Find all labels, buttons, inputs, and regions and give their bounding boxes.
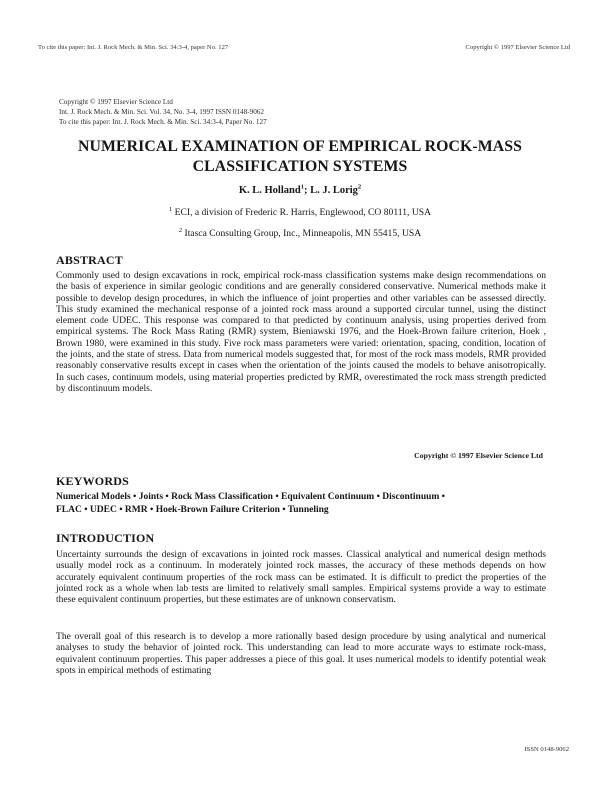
publication-info xyxy=(59,97,267,127)
author-affiliation-mark: 2 xyxy=(357,183,362,191)
author-name: K. L. Holland xyxy=(238,185,301,196)
paper-title-line-2: CLASSIFICATION SYSTEMS xyxy=(192,158,408,175)
running-header-citation: To cite this paper: Int. J. Rock Mech. & Min. Sci. 34:3-4, paper No. 127 xyxy=(38,44,229,51)
keywords-line-2: FLAC • UDEC • RMR • Hoek-Brown Failure Criterion • Tunneling xyxy=(56,505,329,515)
affiliation-2 xyxy=(0,228,600,239)
publication-journal-line: Int. J. Rock Mech. & Min. Sci. Vol. 34, No. 3-4, 1997 ISSN 0148-9062 xyxy=(59,108,264,116)
affiliation-mark: 2 xyxy=(178,226,183,234)
abstract-copyright: Copyright © 1997 Elsevier Science Ltd xyxy=(414,451,543,460)
introduction-paragraph-2: The overall goal of this research is to develop a more rationally based design procedure by using analytical and numerical analyses to study the behavior of jointed rock. This understanding can lead to more accurate ways to estimate rock-mass, equivalent continuum properties. This paper addresses a piece of this goal. It uses numerical models to identify potential weak spots in empirical methods of estimating xyxy=(56,631,546,676)
paper-title-line-1: NUMERICAL EXAMINATION OF EMPIRICAL ROCK-MASS xyxy=(77,138,523,155)
abstract-heading: ABSTRACT xyxy=(56,253,123,267)
affiliation-text: ECI, a division of Frederic R. Harris, Englewood, CO 80111, USA xyxy=(172,207,432,218)
affiliation-1 xyxy=(0,207,600,218)
author-name: L. J. Lorig xyxy=(310,185,358,196)
keywords-line-1: Numerical Models • Joints • Rock Mass Classification • Equivalent Continuum • Discontinuum • xyxy=(56,492,446,502)
affiliation-mark: 1 xyxy=(168,205,173,213)
keywords-heading: KEYWORDS xyxy=(56,474,129,488)
author-separator: ; xyxy=(303,185,311,196)
author-list xyxy=(0,185,600,196)
running-header-copyright: Copyright © 1997 Elsevier Science Ltd xyxy=(465,44,570,51)
author-affiliation-mark: 1 xyxy=(300,183,304,191)
footer-issn: ISSN 0148-9062 xyxy=(524,746,569,753)
abstract-text: Commonly used to design excavations in rock, empirical rock-mass classification systems make design recommendations on the basis of experience in similar geologic conditions and are generally considered conservative. Numerical methods make it possible to develop design procedures, in which the influence of joint properties and other variables can be assessed directly. This study examined the mechanical response of a jointed rock mass around a supported circular tunnel, using the distinct element code UDEC. This response was compared to that predicted by continuum analysis, using properties derived from empirical systems. The Rock Mass Rating (RMR) system, Bieniawski 1976, and the Hoek-Brown failure criterion, Hoek , Brown 1980, were examined in this study. Five rock mass parameters were varied: orientation, spacing, condition, location of the joints, and the state of stress. Data from numerical models suggested that, for most of the rock mass models, RMR provided reasonably conservative results except in cases when the orientation of the joints caused the models to behave anisotropically. In such cases, continuum models, using material properties predicted by RMR, overestimated the rock mass strength predicted by discontinuum models. xyxy=(56,270,546,394)
publication-copyright-line: Copyright © 1997 Elsevier Science Ltd xyxy=(59,98,173,106)
introduction-heading: INTRODUCTION xyxy=(56,531,155,545)
introduction-paragraph-1: Uncertainty surrounds the design of excavations in jointed rock masses. Classical analytical and numerical design methods usually model rock as a continuum. In moderately jointed rock masses, the accuracy of these methods depends on how accurately equivalent continuum properties of the rock mass can be estimated. It is difficult to predict the properties of the jointed rock as a whole when lab tests are limited to relatively small samples. Empirical systems provide a way to estimate these equivalent continuum properties, but these estimates are of unknown conservatism. xyxy=(56,549,546,606)
affiliation-text: Itasca Consulting Group, Inc., Minneapolis, MN 55415, USA xyxy=(182,228,422,239)
publication-citation-line: To cite this paper: Int. J. Rock Mech. & Min. Sci. 34:3-4, Paper No. 127 xyxy=(59,118,267,126)
